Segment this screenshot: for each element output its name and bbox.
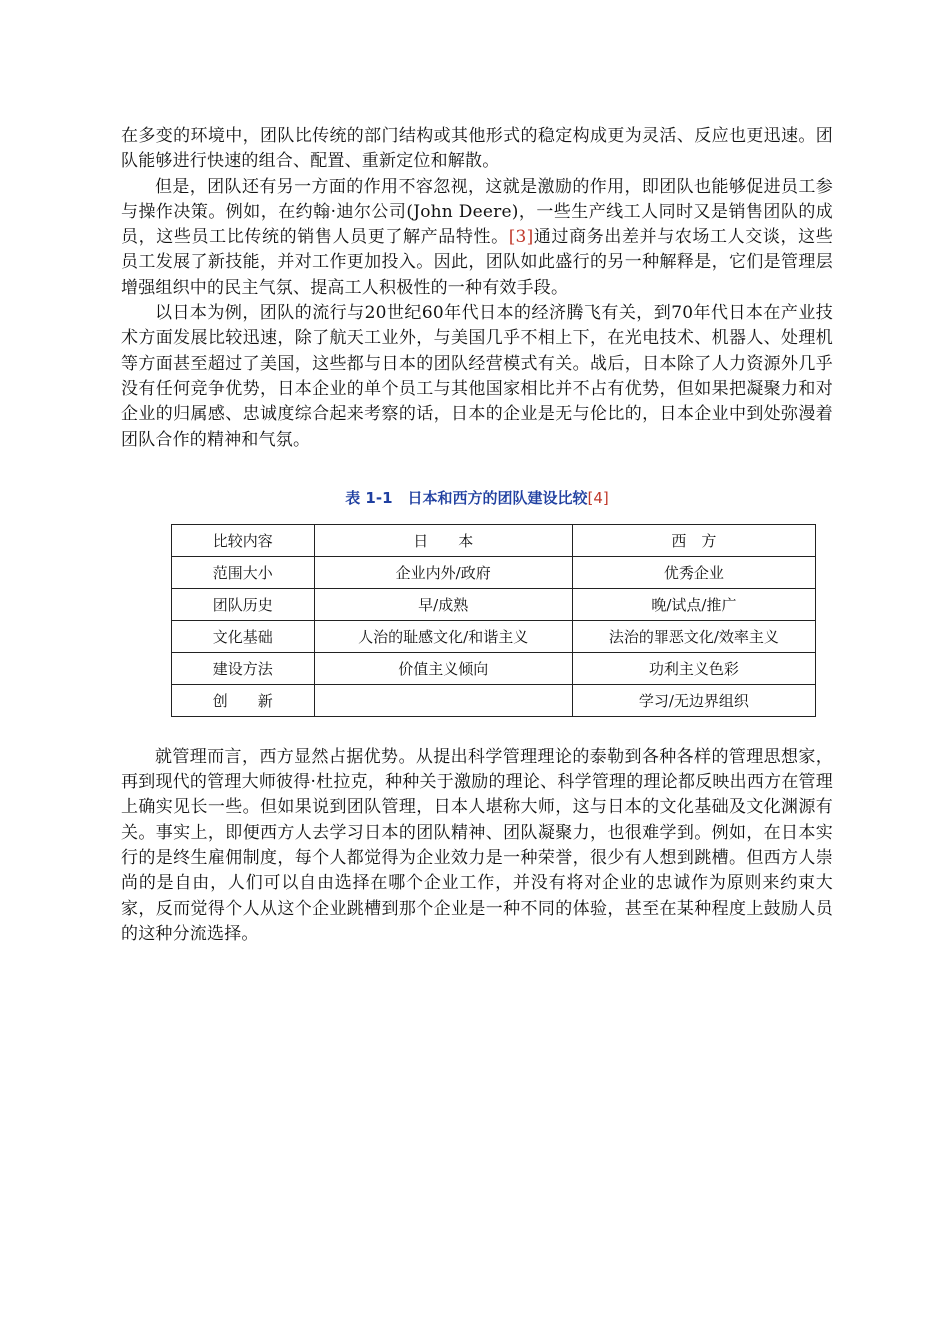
document-page (121, 124, 833, 947)
table-cell: 创 新 (172, 684, 315, 716)
table-caption-text: 表 1-1 日本和西方的团队建设比较 (345, 488, 588, 507)
table-cell: 早/成熟 (314, 588, 572, 620)
table-header-row (172, 524, 816, 556)
spacer (121, 717, 833, 745)
table-cell: 文化基础 (172, 620, 315, 652)
paragraph-2 (121, 175, 833, 301)
table-header-cell: 西 方 (572, 524, 815, 556)
paragraph-3: 以日本为例，团队的流行与20世纪60年代日本的经济腾飞有关，到70年代日本在产业技术方面发展比较迅速，除了航天工业外，与美国几乎不相上下，在光电技术、机器人、处理机等方面甚至超过了美国，这些都与日本的团队经营模式有关。战后，日本除了人力资源外几乎没有任何竞争优势，日本企业的单个员工与其他国家相比并不占有优势，但如果把凝聚力和对企业的归属感、忠诚度综合起来考察的话，日本的企业是无与伦比的，日本企业中到处弥漫着团队合作的精神和气氛。 (121, 303, 834, 450)
table-caption (121, 487, 833, 508)
paragraph-2-text-a: 但是，团队还有另一方面的作用不容忽视，这就是激励的作用，即团队也能够促进员工参与操作决策。例如，在约翰·迪尔公司(John Deere)，一些生产线工人同时又是销售团队的成员，这些员工比传统的销售人员更了解产品特性。 (121, 176, 833, 248)
table-row (172, 684, 816, 716)
table-row (172, 556, 816, 588)
table-header-cell: 比较内容 (172, 524, 315, 556)
table-row (172, 620, 816, 652)
paragraph-4: 就管理而言，西方显然占据优势。从提出科学管理理论的泰勒到各种各样的管理思想家，再到现代的管理大师彼得·杜拉克，种种关于激励的理论、科学管理的理论都反映出西方在管理上确实见长一些。但如果说到团队管理，日本人堪称大师，这与日本的文化基础及文化渊源有关。事实上，即便西方人去学习日本的团队精神、团队凝聚力，也很难学到。例如，在日本实行的是终生雇佣制度，每个人都觉得为企业效力是一种荣誉，很少有人想到跳槽。但西方人崇尚的是自由，人们可以自由选择在哪个企业工作，并没有将对企业的忠诚作为原则来约束大家，反而觉得个人从这个企业跳槽到那个企业是一种不同的体验，甚至在某种程度上鼓励人员的这种分流选择。 (121, 746, 833, 944)
comparison-table (171, 524, 816, 717)
table-cell: 范围大小 (172, 556, 315, 588)
table-row (172, 588, 816, 620)
citation-4[interactable]: [4] (587, 488, 609, 507)
paragraph-1: 在多变的环境中，团队比传统的部门结构或其他形式的稳定构成更为灵活、反应也更迅速。团队能够进行快速的组合、配置、重新定位和解散。 (121, 126, 833, 172)
table-header-cell: 日 本 (314, 524, 572, 556)
table-cell: 法治的罪恶文化/效率主义 (572, 620, 815, 652)
table-cell: 价值主义倾向 (314, 652, 572, 684)
paragraph-2-text-b: 通过商务出差并与农场工人交谈，这些员工发展了新技能，并对工作更加投入。因此，团队如此盛行的另一种解释是，它们是管理层增强组织中的民主气氛、提高工人积极性的一种有效手段。 (121, 227, 833, 298)
table-cell: 晚/试点/推广 (572, 588, 815, 620)
table-cell: 团队历史 (172, 588, 315, 620)
table-row (172, 652, 816, 684)
table-cell: 学习/无边界组织 (572, 684, 815, 716)
table-cell: 功利主义色彩 (572, 652, 815, 684)
table-cell (314, 684, 572, 716)
table-cell: 优秀企业 (572, 556, 815, 588)
table-cell: 人治的耻感文化/和谐主义 (314, 620, 572, 652)
citation-3[interactable]: [3] (508, 227, 534, 248)
table-cell: 建设方法 (172, 652, 315, 684)
table-cell: 企业内外/政府 (314, 556, 572, 588)
